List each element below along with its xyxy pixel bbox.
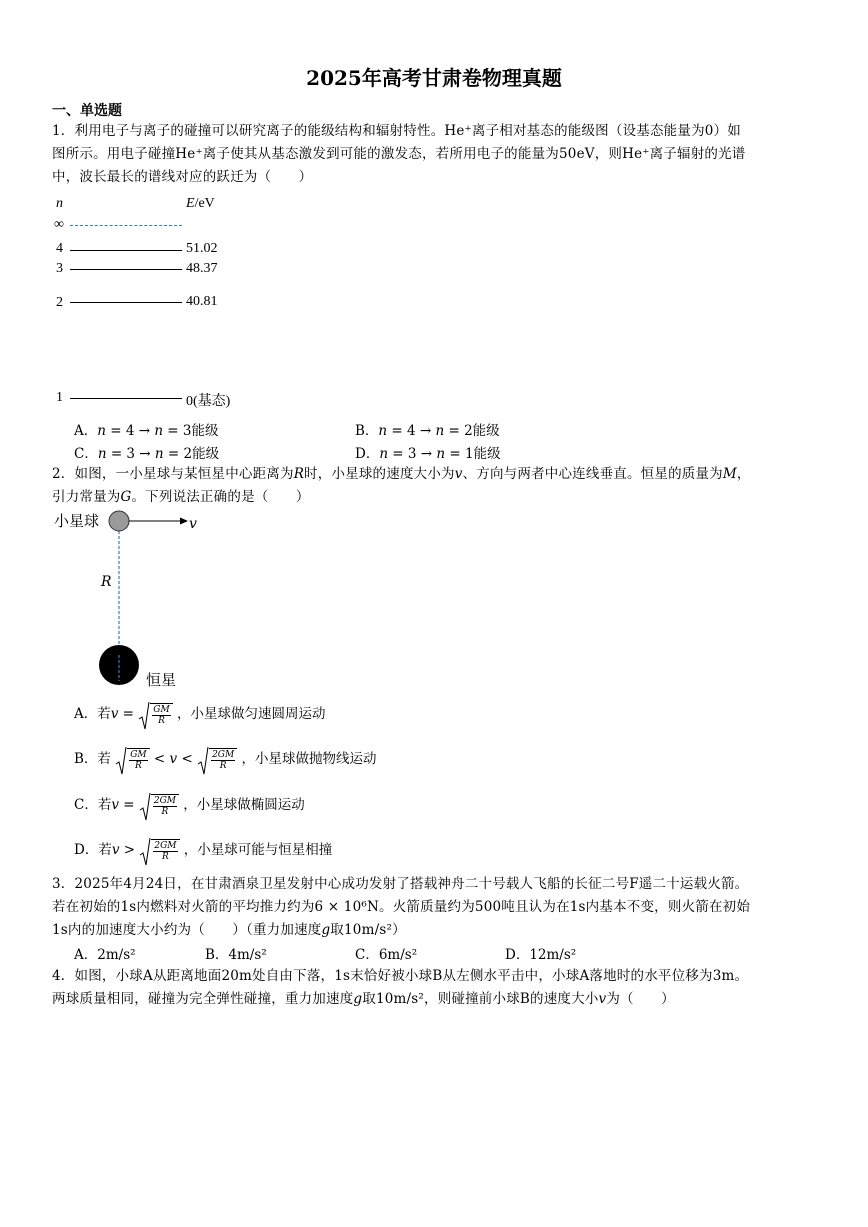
- q1-option-d: D．𝑛 = 3 → 𝑛 = 1能级: [355, 446, 501, 462]
- sqrt-expression: $\frac{GM}{R}$: [138, 703, 172, 726]
- question-2-text: [52, 463, 820, 509]
- level-4-line: [70, 250, 182, 251]
- star-label: 恒星: [146, 671, 177, 689]
- question-1-line: 中，波长最长的谱线对应的跃迁为（ ）: [52, 169, 313, 185]
- question-3-text: [52, 873, 820, 942]
- level-4-n: 4: [56, 241, 63, 256]
- question-4-line: 两球质量相同，碰撞为完全弹性碰撞，重力加速度𝑔取10m/s²，则碰撞前小球B的速度大小𝑣为（ ）: [52, 991, 675, 1007]
- question-4-line: 4．如图，小球A从距离地面20m处自由下落，1s末恰好被小球B从左侧水平击中，小球A落地时的水平位移为3m。: [52, 968, 749, 984]
- question-3-line: 若在初始的1s内燃料对火箭的平均推力约为6 × 10⁶N。火箭质量约为500吨且认为在1s内基本不变，则火箭在初始: [52, 899, 751, 915]
- velocity-label: v: [189, 516, 197, 532]
- level-3-n: 3: [56, 261, 63, 276]
- energy-axis-header: E/eV: [186, 196, 215, 211]
- q2-option-a: A．若𝑣 = $\frac{GM}{R}$ ，小星球做匀速圆周运动: [74, 702, 325, 726]
- page-title: 2025年高考甘肃卷物理真题: [306, 66, 562, 90]
- q2-option-c: C．若𝑣 = $\frac{2GM}{R}$ ，小星球做椭圆运动: [74, 793, 305, 817]
- question-2-line: 引力常量为𝐺。下列说法正确的是（ ）: [52, 489, 310, 505]
- planet-circle: [109, 511, 129, 531]
- question-1-line: 图所示。用电子碰撞He⁺离子使其从基态激发到可能的激发态，若所用电子的能量为50eV，则He⁺离子辐射的光谱: [52, 146, 746, 162]
- level-2-line: [70, 302, 182, 303]
- orbit-figure: [96, 505, 226, 695]
- section-heading: 一、单选题: [52, 103, 122, 119]
- question-1-text: [52, 120, 820, 189]
- level-3-energy: 48.37: [186, 261, 218, 276]
- velocity-arrowhead: [180, 518, 188, 525]
- sqrt-expression: $\frac{2GM}{R}$: [139, 794, 179, 817]
- q3-option-b: B．4m/s²: [205, 947, 267, 963]
- q3-option-c: C．6m/s²: [355, 947, 418, 963]
- level-4-energy: 51.02: [186, 241, 218, 256]
- sqrt-expression: $\frac{GM}{R}$: [115, 748, 149, 771]
- level-infinity-label: ∞: [54, 217, 64, 232]
- planet-label: 小星球: [54, 512, 100, 530]
- level-3-line: [70, 269, 182, 270]
- question-3-line: 3．2025年4月24日，在甘肃酒泉卫星发射中心成功发射了搭载神舟二十号载人飞船的长征二号F遥二十运载火箭。: [52, 876, 749, 892]
- n-axis-header: n: [56, 196, 63, 211]
- level-1-n: 1: [56, 390, 63, 405]
- question-3-line: 1s内的加速度大小约为（ ）（重力加速度𝑔取10m/s²）: [52, 922, 406, 938]
- sqrt-expression: $\frac{2GM}{R}$: [139, 839, 179, 862]
- q3-option-d: D．12m/s²: [505, 947, 577, 963]
- q1-option-b: B．𝑛 = 4 → 𝑛 = 2能级: [355, 423, 500, 439]
- level-1-line: [70, 398, 182, 399]
- q3-option-a: A．2m/s²: [74, 947, 136, 963]
- level-2-energy: 40.81: [186, 294, 218, 309]
- radius-label: R: [101, 574, 112, 590]
- level-infinity-line: [70, 225, 182, 226]
- q2-option-b: B．若 $\frac{GM}{R}$ < 𝑣 < $\frac{2GM}{R}$ ，小星球做抛物线运动: [74, 747, 377, 771]
- question-2-line: 2．如图，一小星球与某恒星中心距离为𝑅时，小星球的速度大小为𝑣、方向与两者中心连线垂直。恒星的质量为𝑀，: [52, 466, 751, 482]
- q1-option-c: C．𝑛 = 3 → 𝑛 = 2能级: [74, 446, 220, 462]
- sqrt-expression: $\frac{2GM}{R}$: [197, 748, 237, 771]
- level-2-n: 2: [56, 295, 63, 310]
- q2-option-d: D．若𝑣 > $\frac{2GM}{R}$ ，小星球可能与恒星相撞: [74, 838, 332, 862]
- question-4-text: [52, 965, 820, 1011]
- question-1-line: 1．利用电子与离子的碰撞可以研究离子的能级结构和辐射特性。He⁺离子相对基态的能级图（设基态能量为0）如: [52, 123, 741, 139]
- q1-option-a: A．𝑛 = 4 → 𝑛 = 3能级: [74, 423, 219, 439]
- level-1-energy: 0(基态): [186, 394, 231, 409]
